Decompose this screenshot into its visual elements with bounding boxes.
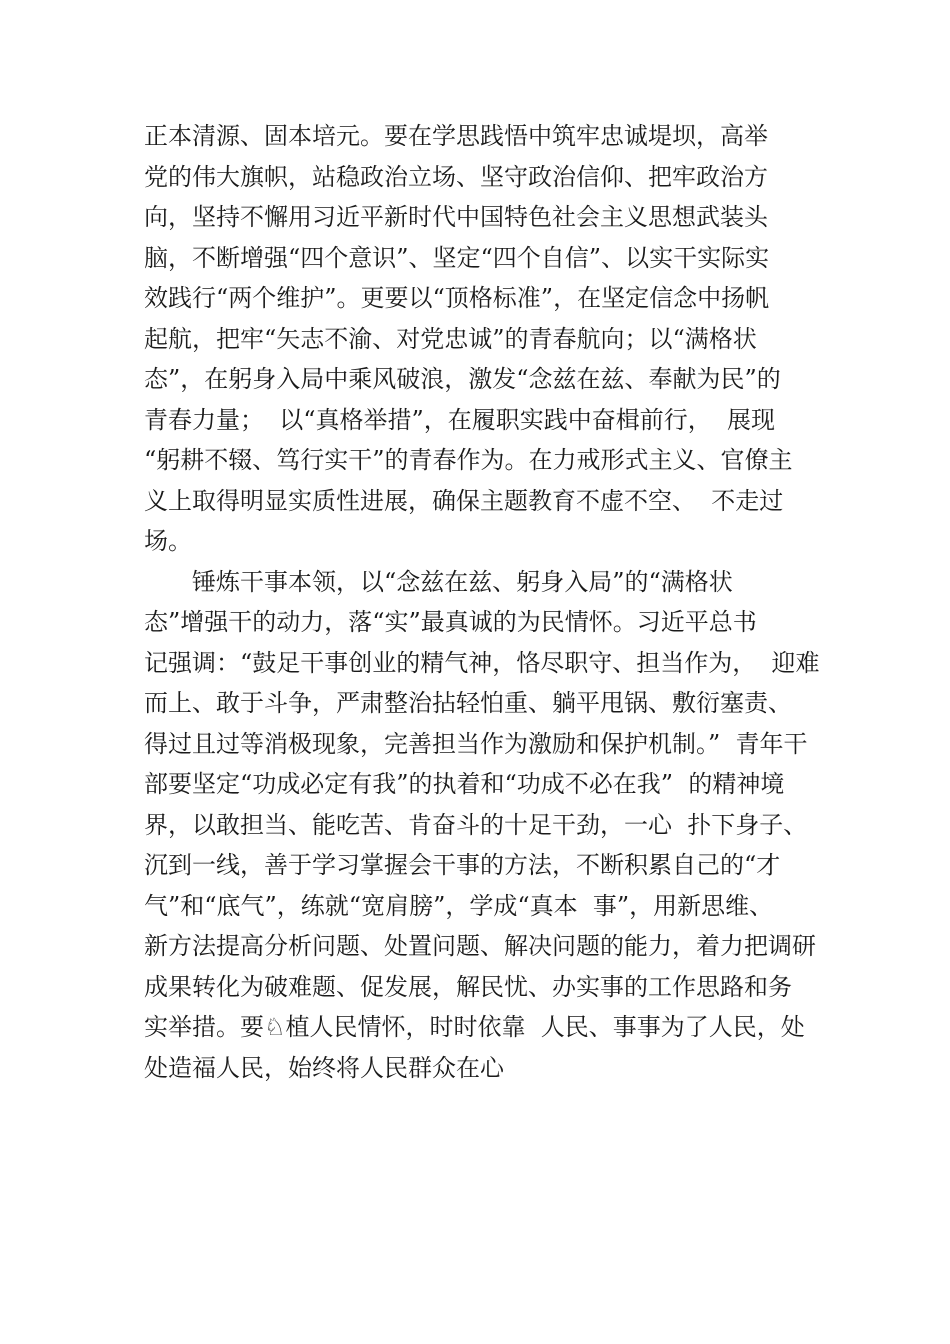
text-line: 成果转化为破难题、促发展，解民忧、办实事的工作思路和务 — [144, 972, 792, 1001]
text-line: 沉到一线，善于学习掌握会干事的方法，不断积累自己的“才 — [144, 851, 781, 879]
text-line: “躬耕不辍、笃行实干”的青春作为。在力戒形式主义、官僚主 — [144, 446, 793, 474]
text-line: 向，坚持不懈用习近平新时代中国特色社会主义思想武装头 — [144, 203, 768, 231]
text-line: 实举措。要♘植人民情怀，时时依靠 人民、事事为了人民，处 — [144, 1013, 805, 1041]
paragraph-start-line: 锤炼干事本领，以“念兹在兹、躬身入局”的“满格状 — [192, 567, 733, 596]
text-line: 党的伟大旗帜，站稳政治立场、坚守政治信仰、把牢政治方 — [144, 162, 768, 191]
text-line: 而上、敢于斗争，严肃整治拈轻怕重、躺平甩锅、敷衍塞责、 — [144, 689, 792, 717]
text-line: 态”，在躬身入局中乘风破浪，激发“念兹在兹、奉献为民”的 — [144, 365, 781, 393]
text-line: 处造福人民，始终将人民群众在心 — [144, 1053, 504, 1082]
text-line: 界，以敢担当、能吃苦、肯奋斗的十足干劲，一心 扑下身子、 — [144, 810, 808, 839]
body-text — [144, 116, 844, 1088]
text-line: 记强调：“鼓足干事创业的精气神，恪尽职守、担当作为， 迎难 — [144, 648, 820, 677]
text-line: 起航，把牢“矢志不渝、对党忠诚”的青春航向；以“满格状 — [144, 324, 757, 353]
text-line: 得过且过等消极现象，完善担当作为激励和保护机制。” 青年干 — [144, 729, 808, 758]
text-line: 态”增强干的动力，落“实”最真诚的为民情怀。习近平总书 — [144, 608, 757, 636]
text-line: 气”和“底气”，练就“宽肩膀”，学成“真本 事”，用新思维、 — [144, 891, 774, 920]
text-line: 新方法提高分析问题、处置问题、解决问题的能力，着力把调研 — [144, 932, 816, 960]
text-line: 脑，不断增强“四个意识”、坚定“四个自信”、以实干实际实 — [144, 243, 770, 272]
text-line: 正本清源、固本培元。要在学思践悟中筑牢忠诚堤坝，高举 — [144, 122, 768, 150]
text-line: 场。 — [144, 527, 192, 555]
text-line: 义上取得明显实质性进展，确保主题教育不虚不空、 不走过 — [144, 486, 784, 515]
text-line: 青春力量； 以“真格举措”，在履职实践中奋楫前行， 展现 — [144, 405, 776, 434]
text-line: 部要坚定“功成必定有我”的执着和“功成不必在我” 的精神境 — [144, 770, 785, 798]
text-line: 效践行“两个维护”。更要以“顶格标准”，在坚定信念中扬帆 — [144, 284, 770, 312]
